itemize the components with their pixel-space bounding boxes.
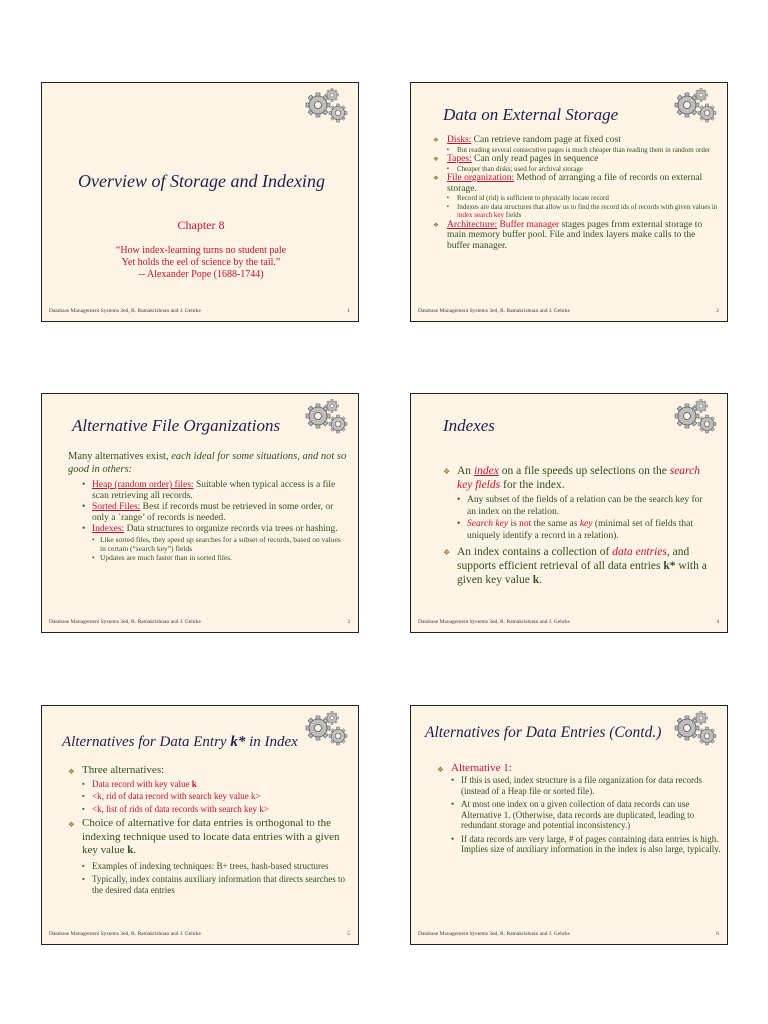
- slide-body: [433, 135, 718, 251]
- term-data-entries: data entries: [612, 546, 667, 558]
- slide-2: [410, 82, 728, 322]
- alt-1: [68, 778, 348, 791]
- index-search-key: index search key: [457, 211, 505, 219]
- text-indexes: Data structures to organize records via trees or hashing.: [124, 524, 338, 534]
- page-number: 4: [716, 619, 719, 625]
- term-k-star: k*: [663, 560, 676, 572]
- page-number: 5: [347, 931, 350, 937]
- t: An: [457, 465, 474, 477]
- text-file-organization: Method of arranging a file of records on external storage.: [447, 173, 703, 194]
- quote-line-1: “How index-learning turns no student pale: [115, 245, 287, 256]
- sub-examples: ▪ Examples of indexing techniques: B+ trees, hash-based structures: [68, 861, 348, 872]
- slide-title: Indexes: [443, 416, 495, 435]
- term-indexes: Indexes:: [92, 524, 125, 534]
- term-key: key: [579, 519, 593, 529]
- slide-6: [410, 705, 728, 945]
- term-k: k: [532, 574, 540, 586]
- chapter-label: Chapter 8: [177, 218, 225, 232]
- text-tapes: Can only read pages in sequence: [471, 154, 599, 164]
- choice: [68, 817, 348, 858]
- gears-icon: [669, 87, 721, 131]
- t: with a given key value: [457, 560, 707, 586]
- slide-4: [410, 393, 728, 633]
- slide-body: [68, 450, 348, 562]
- slide-footer: Database Management Systems 3ed, R. Ramakrishnan and J. Gehrke: [49, 308, 201, 314]
- t: the same as: [531, 519, 580, 529]
- t: .: [539, 574, 542, 586]
- alt-2: ▪ <k, rid of data record with search key value k>: [68, 790, 348, 803]
- t: , and supports efficient retrieval of all data entries: [457, 546, 690, 572]
- term-index: index: [473, 465, 499, 477]
- term-architecture: Architecture:: [447, 219, 498, 230]
- sub-any-subset: • Any subset of the fields of a relation can be the search key for an index on the relation.: [443, 494, 713, 518]
- term-search-key: Search key: [467, 519, 509, 529]
- t: is: [508, 519, 520, 529]
- sub-indexes-tail: fields: [504, 211, 522, 219]
- slide-body: [443, 464, 713, 587]
- slide-5: [41, 705, 359, 945]
- title-a: Alternatives for Data Entry: [62, 734, 231, 750]
- slide-title: Alternative File Organizations: [72, 416, 281, 435]
- term-sorted-files: Sorted Files:: [92, 502, 141, 512]
- gears-icon: [300, 398, 352, 442]
- t: .: [133, 844, 137, 856]
- sub-tapes: ▪ Cheaper than disks; used for archival storage: [433, 165, 718, 174]
- sub-updates: • Updates are much faster than in sorted files.: [68, 553, 348, 562]
- intro-italic: each ideal for some situations, and not so good in others:: [68, 451, 347, 475]
- sub-like-sorted: • Like sorted files, they speed up searches for a subset of records, based on values in certain (“search key”) fields: [68, 535, 348, 553]
- term-tapes: Tapes:: [447, 154, 472, 164]
- sub-disks: ▪ But reading several consecutive pages is much cheaper than reading them in random order: [433, 146, 718, 155]
- sub-indexes-text: Indexes are data structures that allow us to find the record ids of records with given values in: [457, 202, 718, 211]
- slide-body: [437, 762, 722, 855]
- page-number: 6: [716, 931, 719, 937]
- t: Choice of alternative for data entries is orthogonal to the indexing technique used to locate data entries with a given key value: [82, 817, 340, 856]
- slide-3: [41, 393, 359, 633]
- slide-1: [41, 82, 359, 322]
- t: An index contains a collection of: [457, 546, 613, 558]
- buffer-manager: Buffer manager: [497, 219, 560, 230]
- slide-title: Overview of Storage and Indexing: [78, 171, 325, 191]
- term-file-organization: File organization:: [447, 173, 515, 183]
- slide-title: Data on External Storage: [443, 105, 619, 124]
- intro: [68, 450, 348, 476]
- intro-text: Many alternatives exist,: [68, 451, 172, 462]
- gears-icon: [669, 398, 721, 442]
- sub-typically: ▪ Typically, index contains auxiliary information that directs searches to the desired data entries: [68, 874, 348, 896]
- t: (minimal set of fields that uniquely identify a record in a relation).: [467, 519, 694, 541]
- alternative-1: ❖ Alternative 1:: [437, 762, 722, 775]
- index-def: [443, 464, 713, 492]
- title-b: in Index: [245, 734, 298, 750]
- quote: [42, 245, 359, 281]
- term-k: k: [127, 844, 134, 856]
- sub-indexes: [433, 203, 718, 220]
- sub-record-id: ▪ Record id (rid) is sufficient to physically locate record: [433, 194, 718, 203]
- sub-search-key: [443, 518, 713, 542]
- term-heap-files: Heap (random order) files:: [92, 480, 194, 490]
- term-k: k: [191, 778, 197, 789]
- term-not: not: [519, 519, 532, 529]
- alt-3: ▪ <k, list of rids of data records with search key k>: [68, 803, 348, 816]
- slide-title: [62, 734, 298, 751]
- page-number: 3: [347, 619, 350, 625]
- sub-large-records: • If data records are very large, # of pages containing data entries is high. Implies size of auxiliary information in the index is also large, typically.: [437, 834, 722, 855]
- gears-icon: [300, 710, 352, 754]
- slide-footer: Database Management Systems 3ed, R. Ramakrishnan and J. Gehrke: [49, 619, 201, 625]
- text-disks: Can retrieve random page at fixed cost: [471, 135, 621, 145]
- t: for the index.: [500, 479, 565, 491]
- slide-title: Alternatives for Data Entries (Contd.): [425, 724, 662, 741]
- sub-file-organization: • If this is used, index structure is a file organization for data records (instead of a Heap file or sorted file).: [437, 775, 722, 796]
- three-alternatives: ❖ Three alternatives:: [68, 764, 348, 778]
- term-search-key-fields: search key fields: [457, 465, 700, 491]
- t: Data record with key value: [92, 778, 192, 789]
- quote-line-2: Yet holds the eel of science by the tail.”: [121, 257, 281, 268]
- slide-body: [68, 764, 348, 896]
- sub-at-most-one: • At most one index on a given collection of data records can use Alternative 1. (Otherwise, data records are duplicated, leading to redundant storage and potential inconsistency.): [437, 799, 722, 831]
- page-number: 1: [347, 308, 350, 314]
- data-entries-def: [443, 545, 713, 587]
- title-k: k*: [230, 734, 246, 750]
- gears-icon: [300, 87, 352, 131]
- slide-footer: Database Management Systems 3ed, R. Ramakrishnan and J. Gehrke: [418, 308, 570, 314]
- page-number: 2: [716, 308, 719, 314]
- term-disks: Disks:: [447, 135, 472, 145]
- text-heap-files: Suitable when typical access is a file scan retrieving all records.: [92, 480, 336, 501]
- text-sorted-files: Best if records must be retrieved in some order, or only a `range’ of records is needed.: [92, 502, 334, 523]
- t: on a file speeds up selections on the: [498, 465, 670, 477]
- text-architecture: stages pages from external storage to main memory buffer pool. File and index layers make calls to the buffer manager.: [447, 219, 703, 251]
- gears-icon: [669, 710, 721, 754]
- slide-footer: Database Management Systems 3ed, R. Ramakrishnan and J. Gehrke: [418, 619, 570, 625]
- quote-line-3: -- Alexander Pope (1688-1744): [138, 269, 264, 280]
- slide-footer: Database Management Systems 3ed, R. Ramakrishnan and J. Gehrke: [49, 931, 201, 937]
- slide-footer: Database Management Systems 3ed, R. Ramakrishnan and J. Gehrke: [418, 931, 570, 937]
